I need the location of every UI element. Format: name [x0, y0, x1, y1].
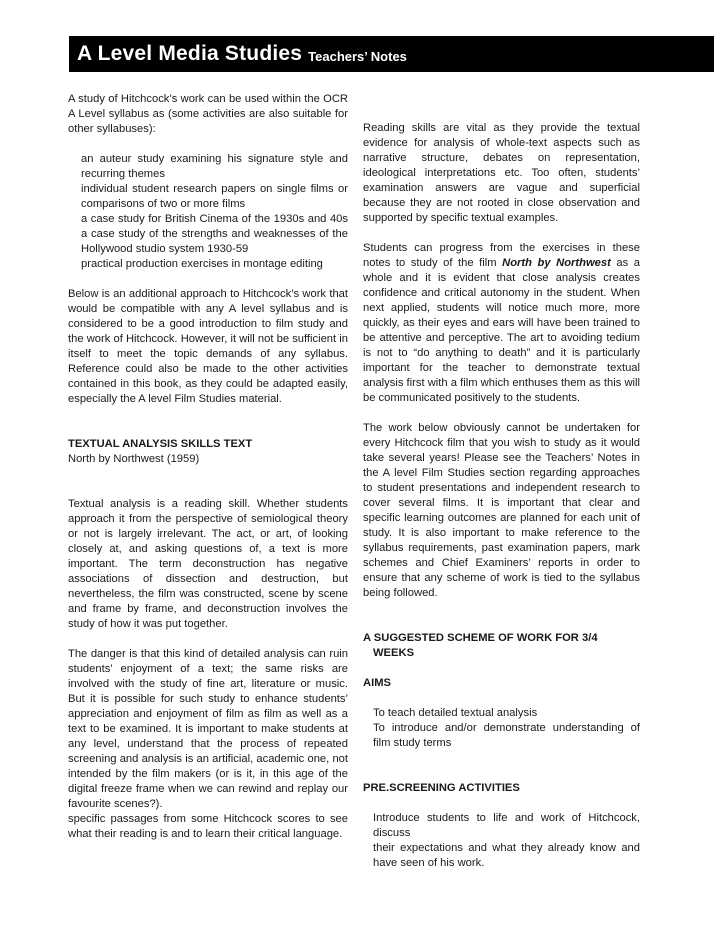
progress-paragraph: Students can progress from the exercises in these notes to study of the film North by Northwest as a whole and it is evident that close analysis creates confidence and critical autonomy in the student. When next applied, students will notice much more, more quickly, as their eyes and ears will have been trained to be attentive and perceptive. The art to avoiding tedium is not to “do anything to death” and it is particularly important for the teacher to demonstrate textual analysis first with a film which enthuses them as this will be communicated positively to the students. [363, 242, 640, 404]
film-title: North by Northwest [502, 257, 611, 269]
list-item: their expectations and what they already know and have seen of his work. [373, 842, 640, 869]
pre-screening-list [363, 811, 640, 871]
scheme-heading: A SUGGESTED SCHEME OF WORK FOR 3/4 [363, 632, 598, 644]
film-subheading: North by Northwest (1959) [68, 453, 200, 465]
reading-skills-paragraph: Reading skills are vital as they provide the textual evidence for analysis of whole-text aspects such as narrative structure, debates on representation, ideological interpretations etc. Too often, students’ examination answers are vague and superficial because they are not rooted in close observation and supported by specific textual examples. [363, 122, 640, 224]
list-item: Introduce students to life and work of Hitchcock, discuss [373, 812, 640, 839]
page-subtitle: Teachers’ Notes [308, 49, 407, 64]
left-column [68, 92, 348, 842]
right-column [363, 121, 640, 871]
section-heading: TEXTUAL ANALYSIS SKILLS TEXT [68, 438, 253, 450]
list-item: To teach detailed textual analysis [373, 707, 538, 719]
textual-analysis-paragraph: Textual analysis is a reading skill. Whether students approach it from the perspective of semiological theory or not is largely irrelevant. The act, or art, of looking closely at, and asking questions of, a text is more important. The term deconstruction has negative associations of dissection and destruction, but nevertheless, the film was constructed, scene by scene and frame by frame, and deconstruction involves the study of how it was put together. [68, 498, 348, 630]
scores-paragraph: specific passages from some Hitchcock scores to see what their reading is and to learn their critical language. [68, 813, 348, 840]
aims-heading: AIMS [363, 677, 391, 689]
list-item: practical production exercises in montage editing [81, 258, 323, 270]
approach-paragraph: Below is an additional approach to Hitchcock’s work that would be compatible with any A level syllabus and is considered to be a good introduction to film study and the work of Hitchcock. However, it will not be sufficient in itself to meet the topic demands of any syllabus. Reference could also be made to the other activities contained in this book, as they could be adapted easily, especially the A level Film Studies material. [68, 288, 348, 405]
list-item: a case study for British Cinema of the 1930s and 40s a case study of the strengths and weaknesses of the Hollywood studio system 1930-59 [81, 213, 348, 255]
page-header [69, 36, 714, 72]
danger-paragraph: The danger is that this kind of detailed analysis can ruin students’ enjoyment of a text; the same risks are involved with the study of fine art, literature or music. But it is possible for such study to enhance students’ appreciation and enjoyment of film as film as well as a text to be examined. It is important to make students at any level, understand that the process of repeated screening and analysis is an artificial, academic one, not intended by the film makers (or is it, in this age of the digital freeze frame when we can rewind and replay our favourite scenes?). [68, 648, 348, 810]
pre-screening-heading: PRE.SCREENING ACTIVITIES [363, 782, 520, 794]
intro-paragraph: A study of Hitchcock’s work can be used within the OCR A Level syllabus as (some activities are also suitable for other syllabuses): [68, 93, 348, 135]
activity-list [68, 152, 348, 272]
list-item: an auteur study examining his signature style and recurring themes [81, 153, 348, 180]
list-item: To introduce and/or demonstrate understanding of film study terms [373, 722, 640, 749]
page-title: A Level Media Studies [77, 42, 303, 65]
list-item: individual student research papers on single films or comparisons of two or more films [81, 183, 348, 210]
scheme-heading-cont: WEEKS [373, 647, 415, 659]
work-below-paragraph: The work below obviously cannot be undertaken for every Hitchcock film that you wish to study as it would take several years! Please see the Teachers’ Notes in the A level Film Studies section regarding approaches to student presentations and independent research to cover several films. It is important that clear and specific learning outcomes are planned for each unit of study. It is also important to make reference to the syllabus requirements, past examination papers, mark schemes and Chief Examiners’ reports in order to ensure that any scheme of work is tied to the syllabus being followed. [363, 422, 640, 599]
aims-list [363, 706, 640, 751]
